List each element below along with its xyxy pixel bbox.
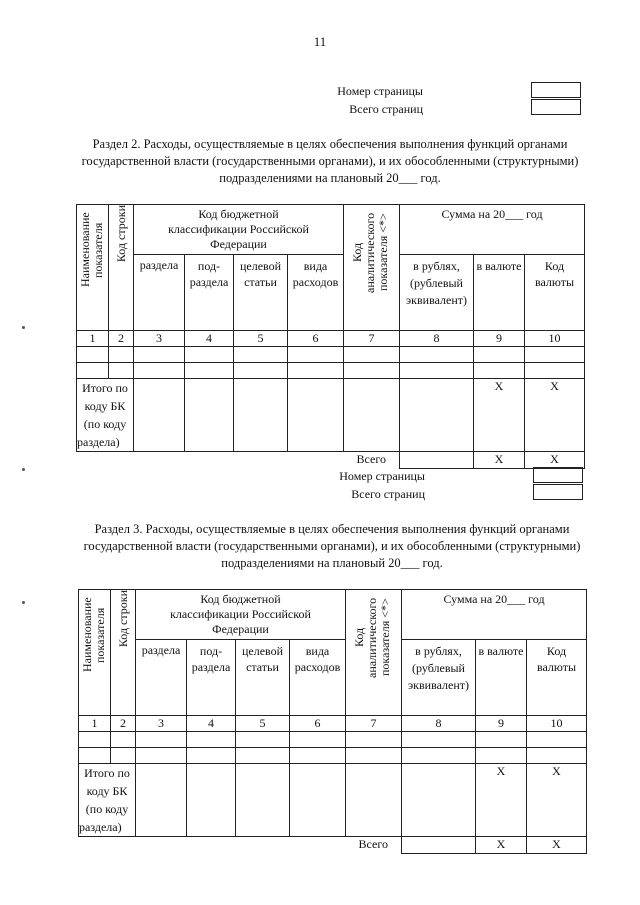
- header-currency: в валюте: [474, 255, 525, 331]
- header-indicator-name: Наименование показателя: [77, 212, 105, 288]
- col-num: 1: [77, 331, 109, 347]
- column-numbers-row: [79, 716, 587, 732]
- total-bk-label: Итого по коду БК (по коду раздела): [77, 379, 134, 452]
- section-2-title: Раздел 2. Расходы, осуществляемые в целях обеспечения выполнения функций органами государственной власти (государственными органами), и их обособленными (структурными) подразделениями на плановый 20___ год.: [81, 137, 579, 185]
- section-3-title: Раздел 3. Расходы, осуществляемые в целях обеспечения выполнения функций органами государственной власти (государственными органами), и их обособленными (структурными) подразделениями на плановый 20___ год.: [83, 522, 581, 570]
- grand-total-row: [79, 837, 587, 854]
- header-line-code: Код строки: [115, 590, 130, 648]
- total-pages-label: Всего страниц: [351, 487, 425, 501]
- col-num: 4: [185, 331, 234, 347]
- header-analytic-code: Код аналитического показателя <*>: [351, 597, 392, 678]
- header-sum-group: Сумма на 20___ год: [400, 205, 585, 255]
- grand-total-label: Всего: [344, 452, 400, 469]
- header-currency-code: Код валюты: [525, 255, 585, 331]
- col-num: 10: [527, 716, 587, 732]
- header-currency-code: Код валюты: [527, 640, 587, 716]
- section-2-table: [76, 204, 585, 469]
- col-num: 5: [236, 716, 290, 732]
- section-3-table: [78, 589, 587, 854]
- col-num: 2: [109, 331, 134, 347]
- header-bk-group: Код бюджетной классификации Российской Федерации: [136, 590, 346, 640]
- col-num: 10: [525, 331, 585, 347]
- header-subsection: под-раздела: [187, 640, 236, 716]
- grand-total-row: [77, 452, 585, 469]
- col-num: 1: [79, 716, 111, 732]
- col-num: 9: [474, 331, 525, 347]
- header-target: целевой статьи: [236, 640, 290, 716]
- total-bk-row: [79, 764, 587, 837]
- x-mark: X: [476, 764, 527, 837]
- col-num: 9: [476, 716, 527, 732]
- total-pages-field[interactable]: [533, 484, 583, 500]
- col-num: 7: [344, 331, 400, 347]
- x-mark: X: [527, 764, 587, 837]
- total-bk-row: [77, 379, 585, 452]
- total-bk-label: Итого по коду БК (по коду раздела): [79, 764, 136, 837]
- page-number-label: Номер страницы: [337, 84, 423, 98]
- page-number-field[interactable]: [531, 82, 581, 98]
- total-pages-label: Всего страниц: [349, 102, 423, 116]
- header-expense-type: вида расходов: [288, 255, 344, 331]
- col-num: 7: [346, 716, 402, 732]
- x-mark: X: [525, 452, 585, 469]
- page-number: 11: [313, 34, 327, 49]
- col-num: 8: [402, 716, 476, 732]
- col-num: 4: [187, 716, 236, 732]
- scan-dot: [22, 468, 25, 471]
- header-line-code: Код строки: [113, 205, 128, 263]
- x-mark: X: [474, 452, 525, 469]
- column-numbers-row: [77, 331, 585, 347]
- col-num: 2: [111, 716, 136, 732]
- col-num: 6: [288, 331, 344, 347]
- x-mark: X: [474, 379, 525, 452]
- col-num: 3: [136, 716, 187, 732]
- header-indicator-name: Наименование показателя: [79, 597, 107, 673]
- header-currency: в валюте: [476, 640, 527, 716]
- header-target: целевой статьи: [234, 255, 288, 331]
- table-row[interactable]: [79, 732, 587, 748]
- col-num: 5: [234, 331, 288, 347]
- page-number-field[interactable]: [533, 467, 583, 483]
- header-section: раздела: [134, 255, 185, 331]
- header-sum-group: Сумма на 20___ год: [402, 590, 587, 640]
- table-row[interactable]: [77, 363, 585, 379]
- scan-dot: [22, 601, 25, 604]
- header-bk-group: Код бюджетной классификации Российской Федерации: [134, 205, 344, 255]
- header-expense-type: вида расходов: [290, 640, 346, 716]
- col-num: 6: [290, 716, 346, 732]
- header-subsection: под-раздела: [185, 255, 234, 331]
- col-num: 3: [134, 331, 185, 347]
- grand-total-label: Всего: [346, 837, 402, 854]
- header-rub: в рублях, (рублевый эквивалент): [402, 640, 476, 716]
- header-section: раздела: [136, 640, 187, 716]
- x-mark: X: [527, 837, 587, 854]
- x-mark: X: [476, 837, 527, 854]
- page-number-label: Номер страницы: [339, 469, 425, 483]
- table-row[interactable]: [79, 748, 587, 764]
- x-mark: X: [525, 379, 585, 452]
- header-analytic-code: Код аналитического показателя <*>: [349, 212, 390, 293]
- scan-dot: [22, 326, 25, 329]
- col-num: 8: [400, 331, 474, 347]
- table-row[interactable]: [77, 347, 585, 363]
- total-pages-field[interactable]: [531, 99, 581, 115]
- header-rub: в рублях, (рублевый эквивалент): [400, 255, 474, 331]
